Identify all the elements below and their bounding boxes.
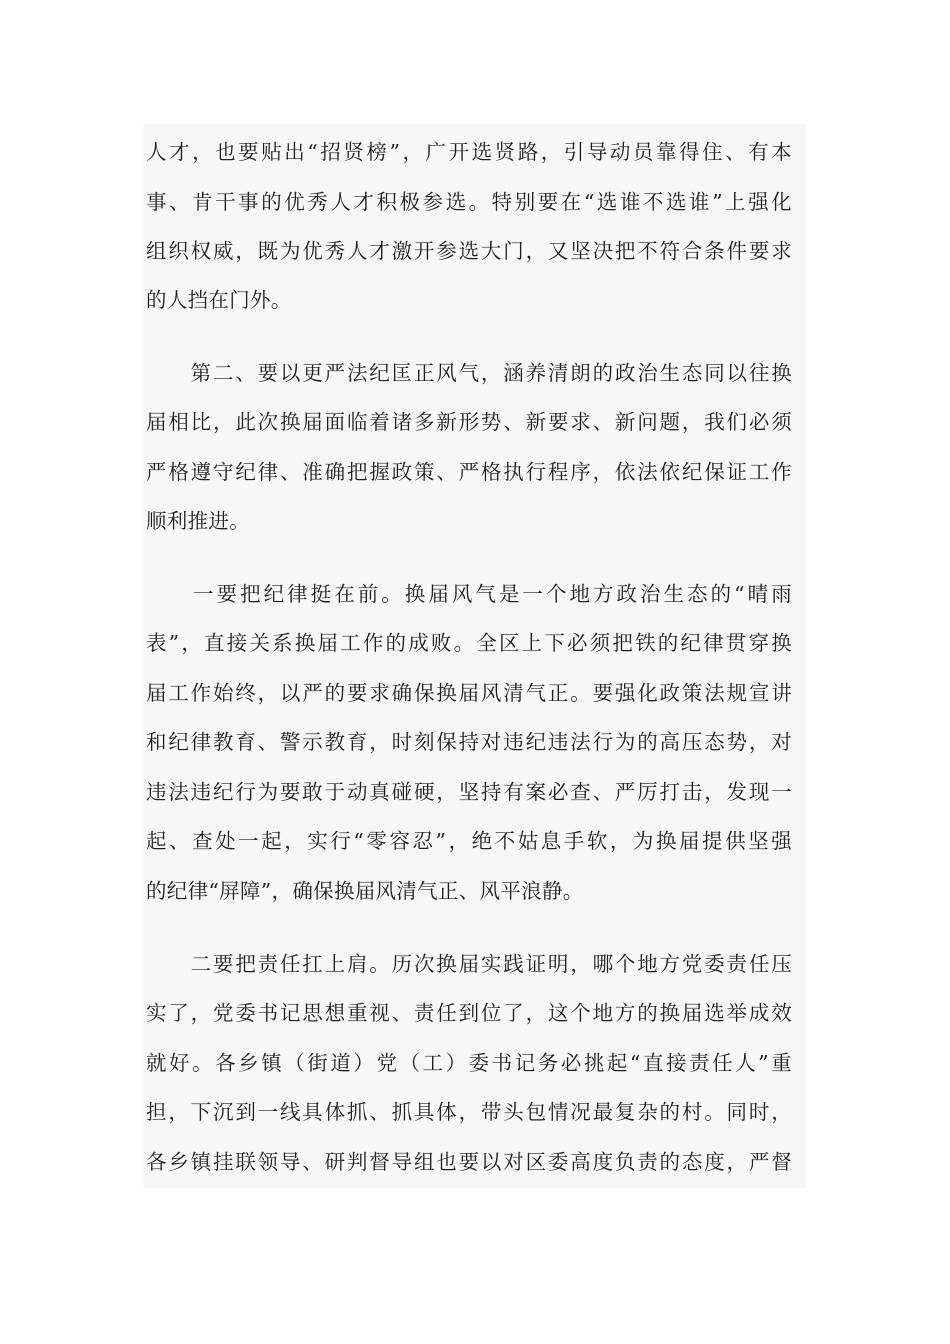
text-line: 顺利推进。 [146,509,250,533]
text-line: 和纪律教育、警示教育，时刻保持对违纪违法行为的高压态势，对 [146,730,792,754]
text-line: 表”，直接关系换届工作的成败。全区上下必须把铁的纪律贯穿换 [146,631,792,655]
text-line: 事、肯干事的优秀人才积极参选。特别要在“选谁不选谁”上强化 [146,190,792,214]
text-line: 届工作始终，以严的要求确保换届风清气正。要强化政策法规宣讲 [146,681,792,705]
text-line: 二要把责任扛上肩。历次换届实践证明，哪个地方党委责任压 [146,952,792,976]
text-line: 各乡镇挂联领导、研判督导组也要以对区委高度负责的态度，严督 [146,1150,792,1174]
text-line: 违法违纪行为要敢于动真碰硬，坚持有案必查、严厉打击，发现一 [146,780,792,804]
text-line: 人才，也要贴出“招贤榜”，广开选贤路，引导动员靠得住、有本 [146,140,792,164]
text-line: 的纪律“屏障”，确保换届风清气正、风平浪静。 [146,879,584,903]
text-line: 一要把纪律挺在前。换届风气是一个地方政治生态的“晴雨 [146,582,792,606]
text-line: 组织权威，既为优秀人才激开参选大门，又坚决把不符合条件要求 [146,239,792,263]
text-line: 实了，党委书记思想重视、责任到位了，这个地方的换届选举成效 [146,1001,792,1025]
text-line: 就好。各乡镇（街道）党（工）委书记务必挑起“直接责任人”重 [146,1051,792,1075]
text-line: 担，下沉到一线具体抓、抓具体，带头包情况最复杂的村。同时， [146,1100,792,1124]
text-line: 的人挡在门外。 [146,288,292,312]
text-line: 届相比，此次换届面临着诸多新形势、新要求、新问题，我们必须 [146,410,792,434]
text-line: 严格遵守纪律、准确把握政策、严格执行程序，依法依纪保证工作 [146,460,792,484]
text-line: 第二、要以更严法纪匡正风气，涵养清朗的政治生态同以往换 [146,361,792,385]
text-line: 起、查处一起，实行“零容忍”，绝不姑息手软，为换届提供坚强 [146,829,792,853]
